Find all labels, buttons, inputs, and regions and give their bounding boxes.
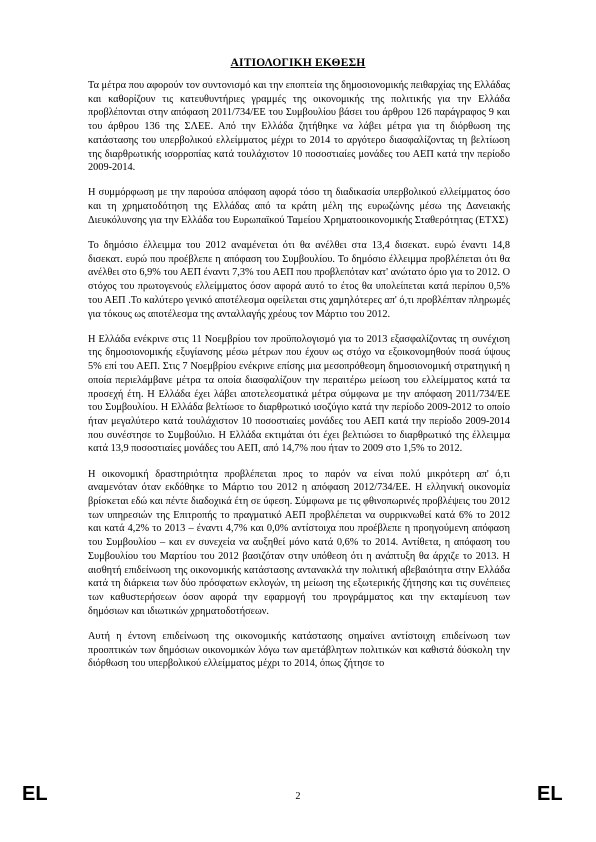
paragraph-4: Η Ελλάδα ενέκρινε στις 11 Νοεμβρίου τον προϋπολογισμό για το 2013 εξασφαλίζοντας τη συνέχιση της δημοσιονομικής εξυγίανσης μέσω μέτρων που έχουν ως στόχο να εξοικονομηθούν ποσά ύψους 5% επί του ΑΕΠ. Στις 7 Νοεμβρίου ενέκρινε επίσης μια μεσοπρόθεσμη δημοσιονομική στρατηγική η οποία περιελάμβανε μέτρα τα οποία διασφαλίζουν την περαιτέρω μείωση του ελλείμματος κατά τα προσεχή έτη. Η Ελλάδα έχει λάβει αποτελεσματικά μέτρα σύμφωνα με την απόφαση 2011/734/ΕΕ του Συμβουλίου. Η Ελλάδα βελτίωσε το διαρθρωτικό ισοζύγιο κατά την περίοδο 2009-2012 το οποίο ήταν μεγαλύτερο κατά τουλάχιστον 10 ποσοστιαίες μονάδες του ΑΕΠ κατά την περίοδο 2009-2014 που συνέστησε το Συμβούλιο. Η Ελλάδα εκτιμάται ότι έχει βελτιώσει το διαρθρωτικό της έλλειμμα κατά 13,9 ποσοστιαίες μονάδες του ΑΕΠ, από 14,7% που ήταν το 2009 στο 1,5% το 2012.: [88, 333, 510, 455]
document-title: ΑΙΤΙΟΛΟΓΙΚΗ ΕΚΘΕΣΗ: [230, 57, 366, 69]
paragraph-3: Το δημόσιο έλλειμμα του 2012 αναμένεται ότι θα ανέλθει στα 13,4 δισεκατ. ευρώ έναντι 14,8 δισεκατ. ευρώ που προέβλεπε η απόφαση του Συμβουλίου. Το δημόσιο έλλειμμα προβλέπεται ότι θα ανέλθει στο 6,9% του ΑΕΠ έναντι 7,3% του ΑΕΠ που προβλεπόταν κατ' ανώτατο όριο για το 2012. Ο στόχος του πρωτογενούς ελλείμματος όσον αφορά αυτό το έτος θα υπολείπεται κατά περίπου 0,5% του ΑΕΠ .Το καλύτερο γενικό αποτέλεσμα οφείλεται στις χαμηλότερες απ' ό,τι προβλέπταν πληρωμές για τόκους ως αποτέλεσμα της ανταλλαγής χρέους τον Μάρτιο του 2012.: [88, 240, 510, 320]
paragraph-2: Η συμμόρφωση με την παρούσα απόφαση αφορά τόσο τη διαδικασία υπερβολικού ελλείμματος όσο και τη χρηματοδότηση της Ελλάδας από τα κράτη μέλη της ευρωζώνης μέσω της Δανειακής Διευκόλυνσης για την Ελλάδα του Ευρωπαϊκού Ταμείου Χρηματοοικονομικής Σταθερότητας (ΕΤΧΣ): [88, 187, 510, 226]
paragraph-5: Η οικονομική δραστηριότητα προβλέπεται προς το παρόν να είναι πολύ μικρότερη απ' ό,τι αναμενόταν όταν εκδόθηκε το Μάρτιο του 2012 η απόφαση 2012/734/ΕΕ. Η ελληνική οικονομία βρίσκεται εδώ και πέντε διαδοχικά έτη σε ύφεση. Σύμφωνα με τις φθινοπωρινές προβλέψεις του 2012 των υπηρεσιών της Επιτροπής το πραγματικό ΑΕΠ προβλέπεται να συρρικνωθεί κατά 6% το 2012 και κατά 4,2% το 2013 – έναντι 4,7% και 0,0% αντίστοιχα που προέβλεπε η προηγούμενη απόφαση του Συμβουλίου – και εν συνεχεία να αυξηθεί μόνο κατά 0,6% το 2014. Αντίθετα, η απόφαση του Συμβουλίου του Μαρτίου του 2012 βασιζόταν στην υπόθεση ότι η ανάπτυξη θα άρχιζε το 2013. Η αισθητή επιδείνωση της οικονομικής κατάστασης αντανακλά την πολιτική αβεβαιότητα στην Ελλάδα κατά τη διάρκεια των δύο πρόσφατων εκλογών, τη μείωση της εξωτερικής ζήτησης και τις συνέπειες των καθυστερήσεων όσον αφορά την εφαρμογή του προγράμματος και την εκταμίευση των δημόσιων και ιδιωτικών χρηματοδοτήσεων.: [88, 468, 510, 617]
paragraph-1: Τα μέτρα που αφορούν τον συντονισμό και την εποπτεία της δημοσιονομικής πειθαρχίας της Ελλάδας και καθορίζουν τις κατευθυντήριες γραμμές της οικονομικής της πολιτικής για την Ελλάδα προβλέπονται στην απόφαση 2011/734/ΕΕ του Συμβουλίου βάσει του άρθρου 126 παράγραφος 9 και του άρθρου 136 της ΣΛΕΕ. Από την Ελλάδα ζητήθηκε να λάβει μέτρα για τη διόρθωση της κατάστασης του υπερβολικού ελλείμματος μέχρι το 2014 το αργότερο διασφαλίζοντας τη βελτίωση της διαρθρωτικής ισορροπίας κατά τουλάχιστον 10 ποσοστιαίες μονάδες του ΑΕΠ κατά την περίοδο 2009-2014.: [88, 80, 510, 174]
footer-language-left: EL: [22, 783, 48, 805]
paragraph-6: Αυτή η έντονη επιδείνωση της οικονομικής κατάστασης σημαίνει αντίστοιχη επιδείνωση των προοπτικών των δημόσιων οικονομικών λόγω των αμετάβλητων πολιτικών και καθιστά δύσκολη την διόρθωση του υπερβολικού ελλείμματος μέχρι το 2014, όπως ζήτησε το: [88, 630, 510, 670]
footer-language-right: EL: [537, 783, 563, 805]
document-body: [88, 79, 510, 682]
page-number: 2: [295, 791, 301, 802]
